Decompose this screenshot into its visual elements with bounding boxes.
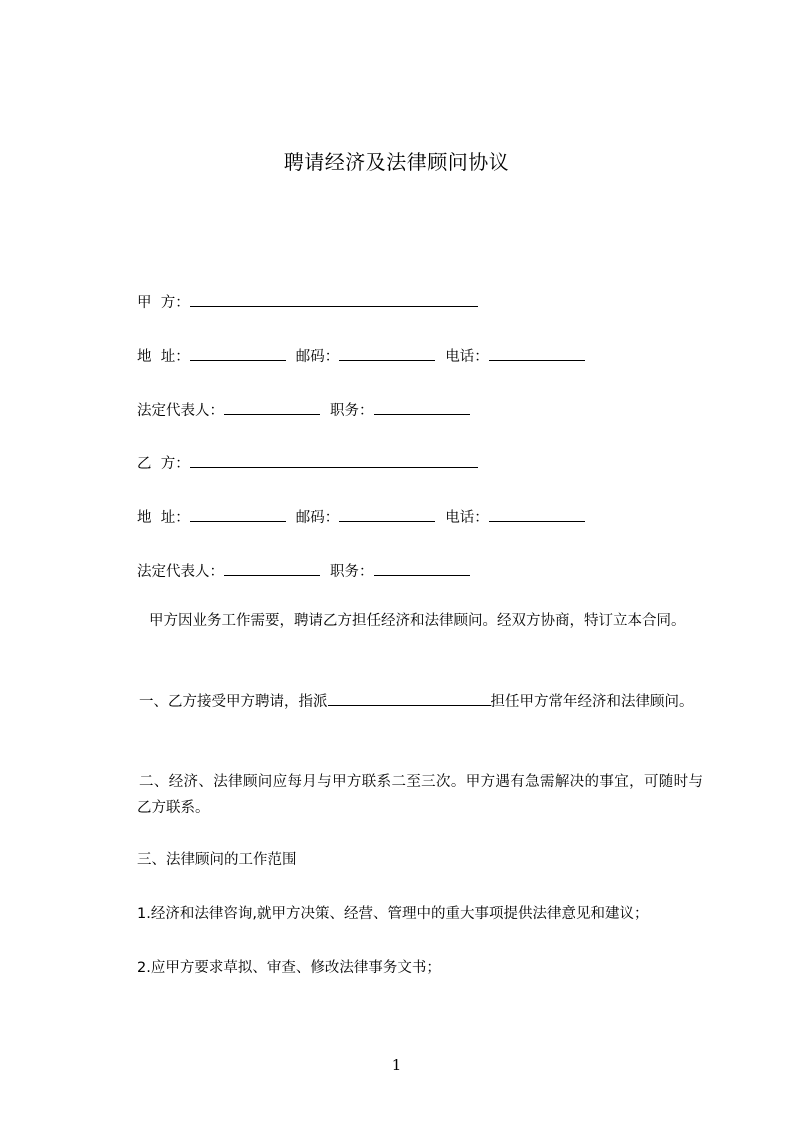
party-b-postcode-blank bbox=[339, 507, 435, 522]
document-title: 聘请经济及法律顾问协议 bbox=[283, 150, 510, 174]
party-a-position-blank bbox=[374, 400, 470, 415]
clause-2-paragraph: 二、经济、法律顾问应每月与甲方联系二至三次。甲方遇有急需解决的事宜，可随时与乙方联系。 bbox=[137, 774, 703, 816]
party-b-position-blank bbox=[374, 561, 470, 576]
party-a-rep-label: 法定代表人： bbox=[137, 403, 224, 419]
party-b-position-label: 职务： bbox=[330, 564, 374, 580]
party-a-postcode-blank bbox=[339, 346, 435, 361]
party-a-position-label: 职务： bbox=[330, 403, 374, 419]
page-number: 1 bbox=[391, 1056, 402, 1074]
party-b-rep-line bbox=[137, 561, 470, 581]
scope-item-1: 1.经济和法律咨询,就甲方决策、经营、管理中的重大事项提供法律意见和建议； bbox=[137, 906, 649, 922]
clause-1-pre: 一、乙方接受甲方聘请，指派 bbox=[139, 694, 328, 710]
party-a-rep-line bbox=[137, 400, 470, 420]
clause-1-blank bbox=[328, 691, 491, 706]
party-b-phone-blank bbox=[489, 507, 585, 522]
party-b-rep-blank bbox=[224, 561, 320, 576]
party-a-phone-label: 电话： bbox=[445, 349, 489, 365]
party-b-address-blank bbox=[190, 507, 286, 522]
clause-1-paragraph bbox=[137, 689, 703, 715]
party-b-label: 乙 方： bbox=[137, 456, 190, 472]
party-b-address-line bbox=[137, 507, 585, 527]
intro-paragraph: 甲方因业务工作需要，聘请乙方担任经济和法律顾问。经双方协商，特订立本合同。 bbox=[149, 613, 686, 629]
party-b-address-label: 地 址： bbox=[137, 510, 190, 526]
party-b-blank bbox=[190, 453, 478, 468]
clause-1-post: 担任甲方常年经济和法律顾问。 bbox=[490, 694, 694, 710]
party-a-label: 甲 方： bbox=[137, 295, 190, 311]
party-a-blank bbox=[190, 292, 478, 307]
party-b-rep-label: 法定代表人： bbox=[137, 564, 224, 580]
party-b-postcode-label: 邮码： bbox=[295, 510, 340, 526]
party-a-address-label: 地 址： bbox=[137, 349, 190, 365]
party-b-line bbox=[137, 453, 478, 473]
clause-3-heading: 三、法律顾问的工作范围 bbox=[137, 852, 297, 868]
party-a-address-blank bbox=[190, 346, 286, 361]
party-a-postcode-label: 邮码： bbox=[295, 349, 340, 365]
party-b-phone-label: 电话： bbox=[445, 510, 489, 526]
party-a-line bbox=[137, 292, 478, 312]
scope-item-2: 2.应甲方要求草拟、审查、修改法律事务文书； bbox=[137, 960, 441, 976]
party-a-address-line bbox=[137, 346, 585, 366]
party-a-phone-blank bbox=[489, 346, 585, 361]
party-a-rep-blank bbox=[224, 400, 320, 415]
